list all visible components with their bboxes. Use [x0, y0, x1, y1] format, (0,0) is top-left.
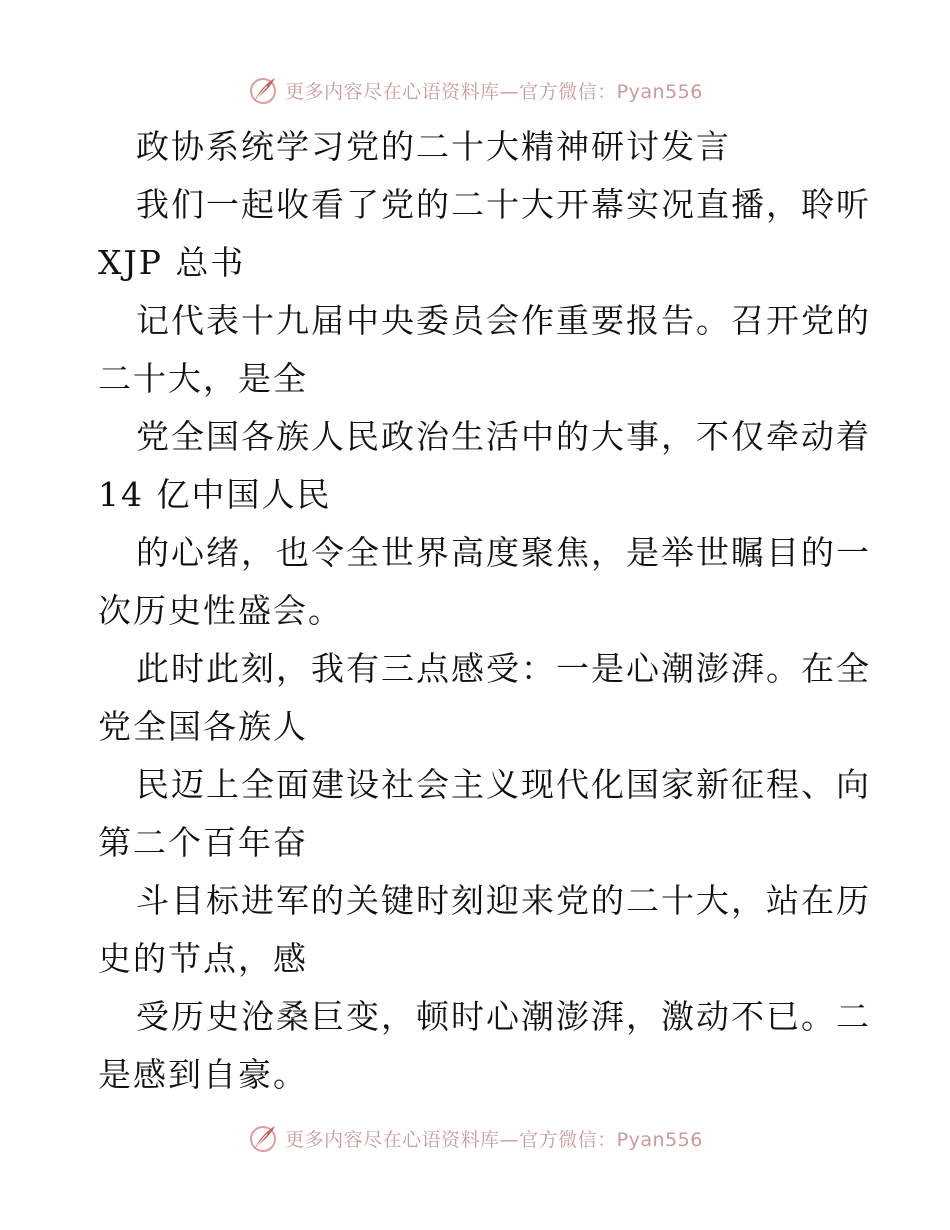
text-line: 二十大，是全 — [98, 359, 308, 398]
footer-watermark — [0, 1118, 950, 1158]
text-line: 我们一起收看了党的二十大开幕实况直播，聆听 — [136, 185, 871, 224]
text-line: 记代表十九届中央委员会作重要报告。召开党的 — [136, 301, 871, 340]
watermark-text: 更多内容尽在心语资料库—官方微信：Pyan556 — [285, 1128, 703, 1151]
watermark-text: 更多内容尽在心语资料库—官方微信：Pyan556 — [285, 80, 703, 103]
document-body — [98, 118, 871, 1104]
text-line: 党全国各族人 — [98, 707, 308, 746]
header-watermark — [0, 70, 950, 110]
text-line: 此时此刻，我有三点感受：一是心潮澎湃。在全 — [136, 649, 871, 688]
text-line: 民迈上全面建设社会主义现代化国家新征程、向 — [136, 765, 871, 804]
text-line: 是感到自豪。 — [98, 1055, 308, 1094]
text-line: 党全国各族人民政治生活中的大事，不仅牵动着 — [136, 417, 871, 456]
text-line: 的心绪，也令全世界高度聚焦，是举世瞩目的一 — [136, 533, 871, 572]
text-line: 史的节点，感 — [98, 939, 308, 978]
text-line: 政协系统学习党的二十大精神研讨发言 — [136, 127, 731, 166]
text-line: 斗目标进军的关键时刻迎来党的二十大，站在历 — [136, 881, 871, 920]
feather-pen-logo-icon — [247, 1122, 279, 1154]
feather-pen-logo-icon — [247, 74, 279, 106]
text-line: 受历史沧桑巨变，顿时心潮澎湃，激动不已。二 — [136, 997, 871, 1036]
text-line: 次历史性盛会。 — [98, 591, 343, 630]
text-line: 第二个百年奋 — [98, 823, 308, 862]
text-line: XJP 总书 — [98, 243, 246, 282]
text-line: 14 亿中国人民 — [98, 475, 332, 514]
